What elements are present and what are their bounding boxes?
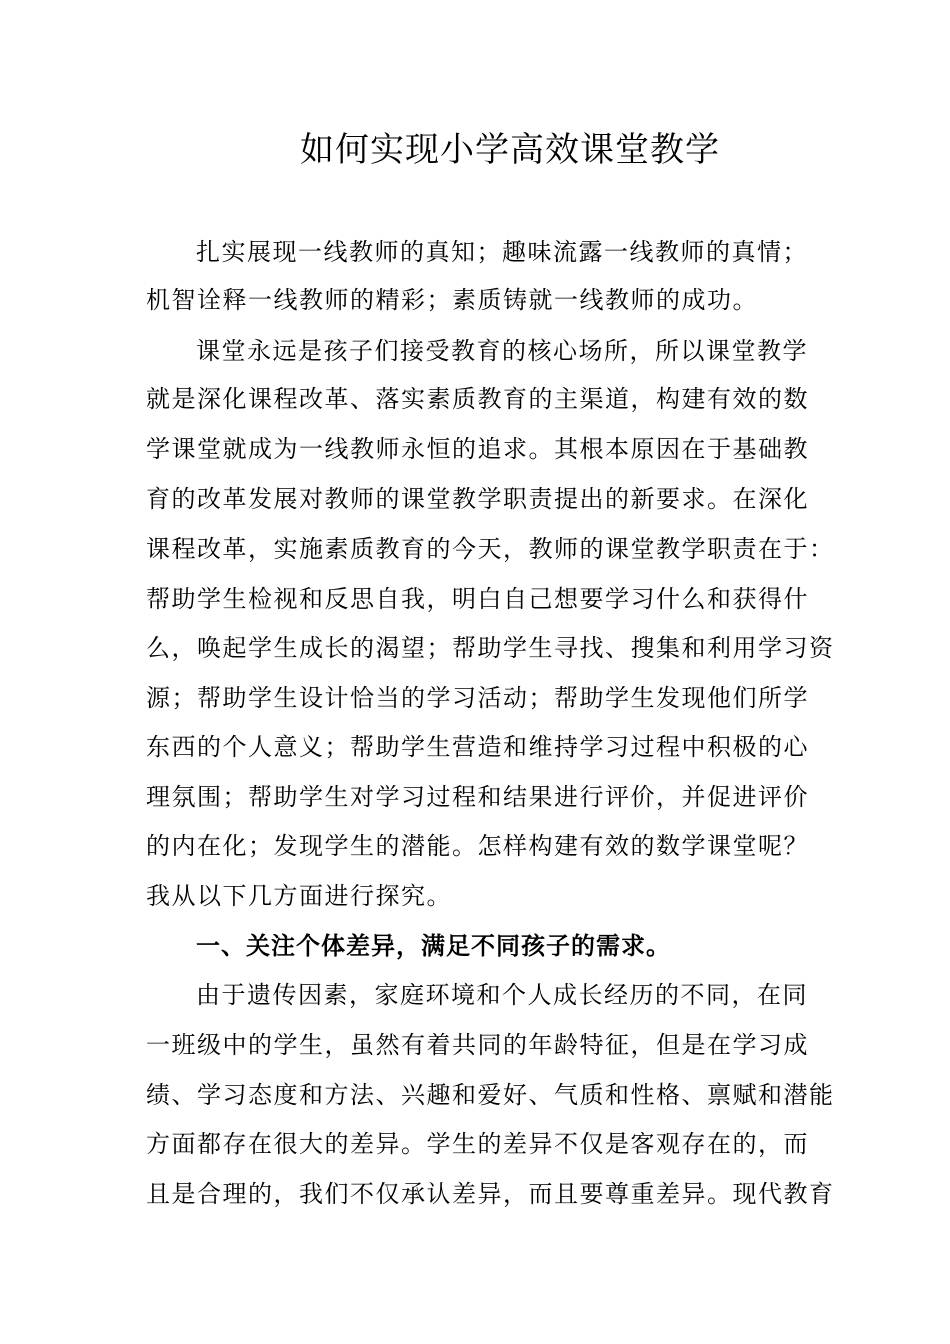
paragraph-line: 东西的个人意义；帮助学生营造和维持学习过程中积极的心 xyxy=(146,733,809,761)
paragraph-line: 机智诠释一线教师的精彩；素质铸就一线教师的成功。 xyxy=(146,286,758,314)
paragraph-line: 课程改革，实施素质教育的今天，教师的课堂教学职责在于： xyxy=(146,535,835,563)
paragraph-line: 育的改革发展对教师的课堂教学职责提出的新要求。在深化 xyxy=(146,485,809,513)
document-title: 如何实现小学高效课堂教学 xyxy=(300,130,720,170)
paragraph-line: 扎实展现一线教师的真知；趣味流露一线教师的真情； xyxy=(196,238,808,266)
paragraph-line: 一班级中的学生，虽然有着共同的年龄特征，但是在学习成 xyxy=(146,1031,809,1059)
paragraph-line: 我从以下几方面进行探究。 xyxy=(146,882,452,910)
paragraph-line: 帮助学生检视和反思自我，明白自己想要学习什么和获得什 xyxy=(146,585,809,613)
section-heading: 一、关注个体差异，满足不同孩子的需求。 xyxy=(196,932,671,960)
paragraph-line: 由于遗传因素，家庭环境和个人成长经历的不同，在同 xyxy=(196,981,808,1009)
paragraph-line: 课堂永远是孩子们接受教育的核心场所，所以课堂教学 xyxy=(196,337,808,365)
paragraph-line: 源；帮助学生设计恰当的学习活动；帮助学生发现他们所学 xyxy=(146,684,809,712)
paragraph-line: 学课堂就成为一线教师永恒的追求。其根本原因在于基础教 xyxy=(146,435,809,463)
paragraph-line: 就是深化课程改革、落实素质教育的主渠道，构建有效的数 xyxy=(146,385,809,413)
paragraph-line: 的内在化；发现学生的潜能。怎样构建有效的数学课堂呢？ xyxy=(146,832,809,860)
paragraph-line: 么，唤起学生成长的渴望；帮助学生寻找、搜集和利用学习资 xyxy=(146,634,835,662)
paragraph-line: 且是合理的，我们不仅承认差异，而且要尊重差异。现代教育 xyxy=(146,1180,835,1208)
paragraph-line: 方面都存在很大的差异。学生的差异不仅是客观存在的，而 xyxy=(146,1130,809,1158)
paragraph-line: 理氛围；帮助学生对学习过程和结果进行评价，并促进评价 xyxy=(146,783,809,811)
paragraph-line: 绩、学习态度和方法、兴趣和爱好、气质和性格、禀赋和潜能 xyxy=(146,1081,835,1109)
